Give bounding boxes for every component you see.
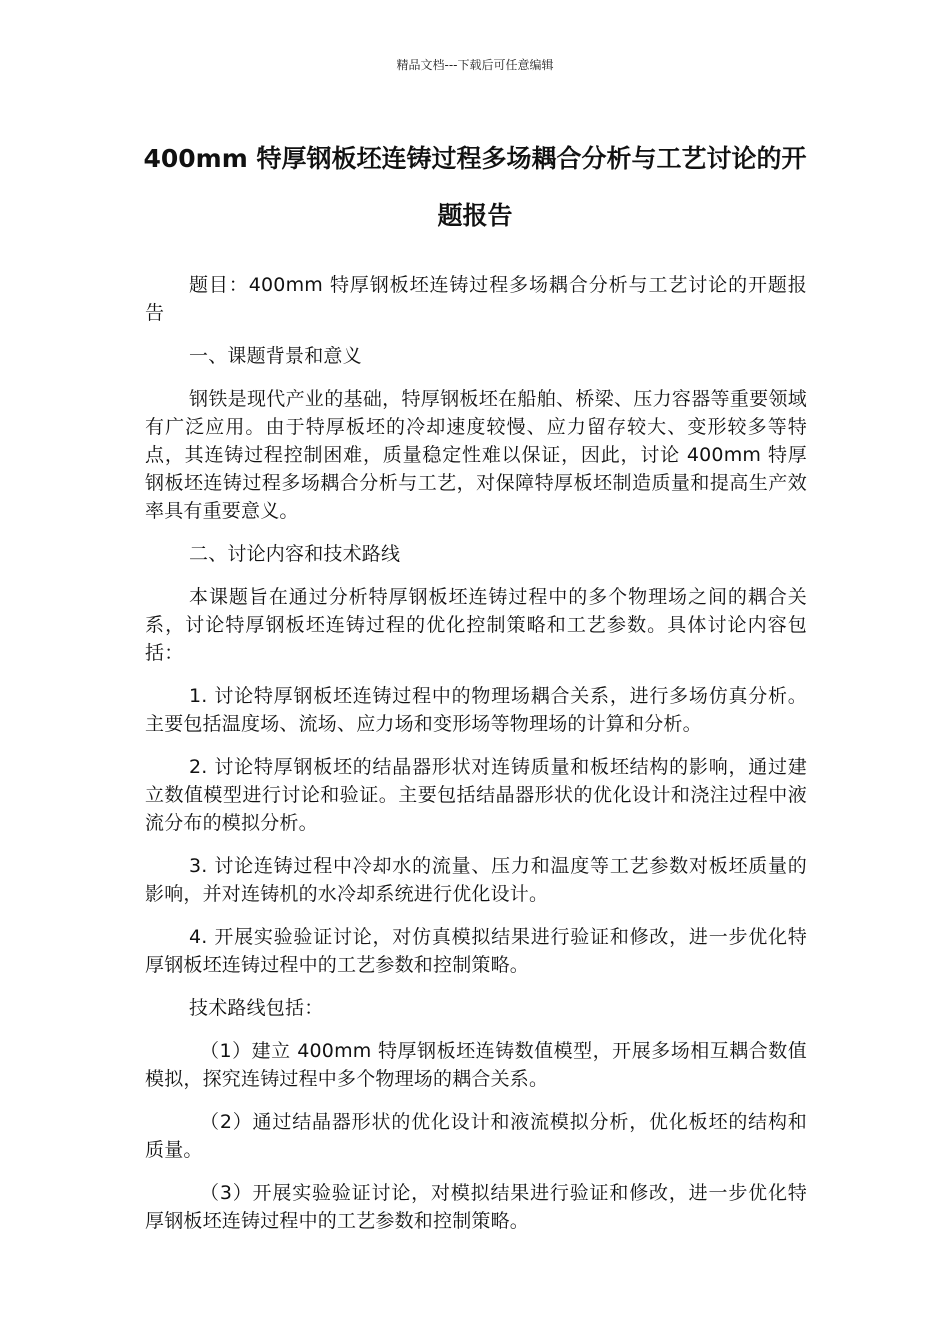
- background-paragraph: 钢铁是现代产业的基础，特厚钢板坯在船舶、桥梁、压力容器等重要领域有广泛应用。由于特厚板坯的冷却速度较慢、应力留存较大、变形较多等特点，其连铸过程控制困难，质量稳定性难以保证，因此，讨论 400mm 特厚钢板坯连铸过程多场耦合分析与工艺，对保障特厚板坯制造质量和提高生产效率具有重要意义。: [145, 388, 807, 522]
- page-header-note: 精品文档---下载后可任意编辑: [396, 58, 554, 72]
- section-heading-content: 二、讨论内容和技术路线: [189, 543, 401, 565]
- route-step-2: （2）通过结晶器形状的优化设计和液流模拟分析，优化板坯的结构和质量。: [145, 1111, 807, 1161]
- route-step-1: （1）建立 400mm 特厚钢板坯连铸数值模型，开展多场相互耦合数值模拟，探究连铸过程中多个物理场的耦合关系。: [145, 1040, 807, 1090]
- technical-route-heading: 技术路线包括：: [189, 997, 324, 1019]
- content-item-2: 2. 讨论特厚钢板坯的结晶器形状对连铸质量和板坯结构的影响，通过建立数值模型进行讨论和验证。主要包括结晶器形状的优化设计和浇注过程中液流分布的模拟分析。: [145, 756, 807, 834]
- topic-paragraph: 题目：400mm 特厚钢板坯连铸过程多场耦合分析与工艺讨论的开题报告: [145, 274, 807, 324]
- document-title: 400mm 特厚钢板坯连铸过程多场耦合分析与工艺讨论的开题报告: [143, 144, 807, 230]
- section-heading-background: 一、课题背景和意义: [189, 345, 362, 367]
- route-step-3: （3）开展实验验证讨论，对模拟结果进行验证和修改，进一步优化特厚钢板坯连铸过程中的工艺参数和控制策略。: [145, 1182, 807, 1232]
- document-body: [145, 271, 807, 1250]
- content-intro-paragraph: 本课题旨在通过分析特厚钢板坯连铸过程中的多个物理场之间的耦合关系，讨论特厚钢板坯连铸过程的优化控制策略和工艺参数。具体讨论内容包括：: [145, 586, 807, 664]
- content-item-1: 1. 讨论特厚钢板坯连铸过程中的物理场耦合关系，进行多场仿真分析。主要包括温度场、流场、应力场和变形场等物理场的计算和分析。: [145, 685, 807, 735]
- content-item-3: 3. 讨论连铸过程中冷却水的流量、压力和温度等工艺参数对板坯质量的影响，并对连铸机的水冷却系统进行优化设计。: [145, 855, 807, 905]
- content-item-4: 4. 开展实验验证讨论，对仿真模拟结果进行验证和修改，进一步优化特厚钢板坯连铸过程中的工艺参数和控制策略。: [145, 926, 807, 976]
